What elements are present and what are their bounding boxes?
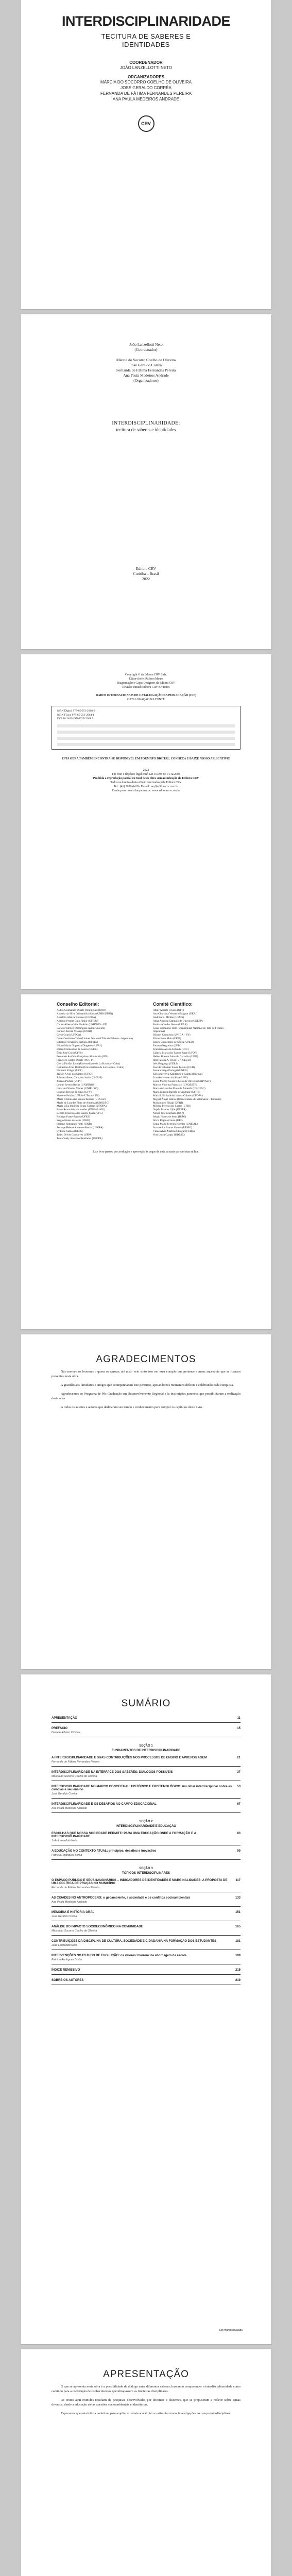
organizer-name: ANA PAULA MEDEIROS ANDRADE xyxy=(112,97,180,101)
council-member: Gloria Fariñas León (Universidade de La Havana – Cuba) xyxy=(57,1062,120,1065)
toc-entry-title: SOBRE OS AUTORES xyxy=(51,1979,84,1982)
council-member: Lourdes Helena da Silva (UFV) xyxy=(153,1076,188,1080)
isbn-print: ISBN Físico 978-65-251-2964-1 xyxy=(57,713,94,717)
review-line: Revisão textual: Editora CRV e Autores xyxy=(122,686,170,689)
review-note: Este livro passou por avaliação e aprovação às cegas de dois ou mais pareceristas ad hoc. xyxy=(93,1150,199,1154)
council-member: Fauston Negreiros (UFPI) xyxy=(153,1044,182,1048)
council-member: Mônica Pereira dos Santos (UFRJ) xyxy=(153,1105,191,1108)
council-member: Ilma Passos A. Veiga (UNICEUB) xyxy=(153,1058,191,1062)
cip-subtitle: CATALOGAÇÃO NA FONTE xyxy=(127,698,165,701)
council-member: Jailson Alves dos Santos (UFRJ) xyxy=(57,1073,93,1076)
toc-entry[interactable] xyxy=(51,1771,241,1774)
organizer-name: Fernanda de Fátima Fernandes Pereira xyxy=(116,368,176,372)
council-member: Tadeu Oliver Gonçalves (UFPA) xyxy=(57,1133,93,1137)
toc-divider xyxy=(51,1974,241,1975)
council-member: Sérgio Nunes de Jesus (IFRO) xyxy=(57,1119,90,1123)
council-member: Jussara Fraga Portugal (UNEB) xyxy=(153,1069,188,1073)
acknowledgements-page xyxy=(21,1334,271,1669)
toc-title: SUMÁRIO xyxy=(121,1698,171,1709)
toc-entry[interactable] xyxy=(51,1850,241,1853)
council-member: Andréia da Silva Quintanilha Sousa (UNIR/UFRN) xyxy=(57,1012,113,1015)
acknowledgements-title: AGRADECIMENTOS xyxy=(96,1354,196,1365)
council-member: Diosnel Centurion (UNIDA – PY) xyxy=(153,1033,191,1037)
editorial-council-title: Conselho Editorial: xyxy=(57,1002,99,1007)
council-member: Francisco Ari de Andrade (UFC) xyxy=(153,1047,189,1051)
council-member: Vânia Alves Martins Chaigar (FURG) xyxy=(153,1129,195,1133)
cip-title: DADOS INTERNACIONAIS DE CATALOGAÇÃO NA PUBLICAÇÃO (CIP) xyxy=(96,694,196,697)
council-member: Vera Lucia Gaspar (UDESC) xyxy=(153,1133,185,1137)
council-member: Silvia Regina Canan (URI) xyxy=(153,1119,183,1123)
council-member: Helmuth Krüger (UCP) xyxy=(57,1069,83,1073)
council-member: José de Ribamar Sousa Pereira (UCB) xyxy=(153,1065,195,1069)
council-member: Celso Conti (UFSCar) xyxy=(57,1033,81,1037)
book-subtitle-line1: TECITURA DE SABERES E xyxy=(101,32,191,40)
council-member: Inês Bragança (UERJ) xyxy=(153,1062,178,1065)
toc-entry[interactable] xyxy=(51,1785,241,1791)
toc-page-number: 219 xyxy=(235,1979,241,1982)
council-member: Maria Cristina dos Santos Bezerra (UFSCar) xyxy=(57,1097,106,1101)
council-member: Míguel Ángel Ramos (Universidade de Salamanca – Espanha) xyxy=(153,1097,221,1101)
council-member: Leonel Severo Rocha (UNISINOS) xyxy=(57,1083,96,1087)
council-member: Cesar Gerónimo Tello (Univer. Nacional Três de Febrero - Argentina) xyxy=(57,1037,133,1041)
council-columns xyxy=(21,994,271,1141)
imprint-block xyxy=(21,566,271,582)
council-member: Paulo Romualdo Hernandes (UNIFAL-MG) xyxy=(57,1108,105,1112)
toc-entry-title: INTERVENÇÕES NO ESTUDO DE EVOLUÇÃO: os valores 'marrom' na abordagem da escola xyxy=(51,1954,187,1957)
toc-entry-title: PREFÁCIO xyxy=(51,1727,68,1730)
presentation-title: APRESENTAÇÃO xyxy=(103,2369,189,2380)
scientific-committee-title: Comitê Científico: xyxy=(153,1002,193,1007)
organizer-name: Ana Paula Medeiros Andrade xyxy=(123,373,169,378)
toc-entry-author: João Lanzellotti Neto xyxy=(51,1839,77,1842)
toc-entry[interactable] xyxy=(51,1727,241,1730)
organizer-name: José Geraldo Corrêa xyxy=(130,363,162,367)
publisher-city: Curitiba – Brasil xyxy=(133,571,159,576)
toc-page-number: 21 xyxy=(237,1756,241,1759)
ack-paragraph: A todos os autores e autoras que dedicaram seu tempo e conhecimento para compor os capítulos deste livro. xyxy=(61,1405,203,1409)
presentation-paragraph: Esperamos que esta leitura contribua para ampliar o debate acadêmico e estimular novas investigações no campo interdisciplinar. xyxy=(61,2412,231,2415)
diagram-line: Diagramação e Capa: Designers da Editora CRV xyxy=(117,682,175,685)
editor-line: Editor-chefe: Railson Moura xyxy=(129,677,163,681)
toc-entry-author: Fernanda de Fátima Fernandes Pereira xyxy=(51,1760,100,1764)
toc-page-number: 117 xyxy=(235,1879,241,1882)
council-member: Francisco Carlos Duarte (PUC-PR) xyxy=(57,1058,95,1062)
toc-entry-title: A EDUCAÇÃO NO CONTEXTO ATUAL: princípios, desafios e inovações xyxy=(51,1850,157,1853)
legal-deposit: Foi feito o depósito legal conf. Lei 10.994 de 14/12/2004 xyxy=(112,772,180,776)
council-member: Elizeu Clementino de Souza (UNEB) xyxy=(153,1041,194,1044)
toc-page-number: 11 xyxy=(237,1717,241,1720)
toc-entry[interactable] xyxy=(51,1879,241,1885)
toc-entry[interactable] xyxy=(51,1925,241,1928)
council-member: Kilwangy Kya Kapitango-a-Samba (Unemat) xyxy=(153,1073,203,1076)
reproduction-notice: Proibida a reprodução parcial ou total desta obra sem autorização da Editora CRV xyxy=(93,776,199,780)
toc-page-number: 215 xyxy=(235,1969,241,1972)
council-member: Barbara Coelho Neves (UFBA) xyxy=(153,1023,187,1026)
toc-section-title: TÓPICOS INTERDISCIPLINARES xyxy=(122,1872,170,1875)
catalog-card xyxy=(51,706,241,750)
toc-divider xyxy=(51,1935,241,1936)
toc-divider xyxy=(51,1798,241,1799)
council-member: Maria de Lourdes Pinto de Almeida (UNOESC) xyxy=(153,1087,205,1090)
council-member: Lourdes Helena da Silva (UFV) xyxy=(57,1090,92,1094)
toc-entry-title: ESCOLHAS QUE NOSSA SOCIEDADE PERMITE: PARA UMA EDUCAÇÃO ONDE A FORMAÇÃO E A INTERDISCIPLINARIDADE xyxy=(51,1832,196,1838)
organizer-name: Márcia do Socorro Coelho de Oliveira xyxy=(116,358,176,362)
presentation-page xyxy=(21,2349,271,2576)
council-member: Maria Eurácia Barreto de Andrade (UFRB) xyxy=(153,1090,200,1094)
toc-divider xyxy=(51,1766,241,1767)
council-member: Helder Buenos Aires de Carvalho (UFPI) xyxy=(153,1055,198,1058)
council-member: Sérgio Nunes de Jesus (IFRO) xyxy=(153,1115,186,1119)
council-member: Lídia de Oliveira Xavier (UNIEURO) xyxy=(57,1087,98,1090)
council-member: Tania Suely Azevedo Brasileiro (UFOPA) xyxy=(57,1137,102,1140)
toc-page-number: 199 xyxy=(235,1954,241,1957)
catalog-page xyxy=(21,654,271,989)
cover-page xyxy=(21,0,271,309)
toc-entry-title: O ESPAÇO PÚBLICO E SEUS IMAGINÁRIOS – INDICADORES DE IDENTIDADES E MARGINALIDADES: A PROPOSTA DE UMA POLÍTICA DE PRAÇAS NO MUNICÍPIO xyxy=(51,1879,228,1885)
toc-page-number: 53 xyxy=(237,1785,241,1788)
doi: DOI 10.24824/978652512968.9 xyxy=(57,717,94,720)
toc-entry-author: Patrícia Rodrigues Borba xyxy=(51,1854,82,1857)
toc-entry-title: INTERDISCIPLINARIDADE NA INTERFACE DOS SABERES: DIÁLOGOS POSSÍVEIS xyxy=(51,1771,173,1774)
publisher-name: Editora CRV xyxy=(136,566,156,571)
toc-section-label: SEÇÃO 2 xyxy=(139,1820,153,1823)
toc-entry-author: João Lanzellotti Neto xyxy=(51,1944,77,1947)
council-member: Lucia Marisy Souza Ribeiro de Oliveira (UNIVASF) xyxy=(153,1080,211,1083)
coordinator-name: João Lanzellotti Neto xyxy=(129,342,163,347)
coordinator-role: (Coordenador) xyxy=(134,347,158,352)
toc-page-number: 133 xyxy=(235,1896,241,1900)
council-member: Gláucia Maria dos Santos Jorge (UFOP) xyxy=(153,1051,197,1055)
council-member: Marcelo Paixão (UFRJ e UTexas - US) xyxy=(57,1094,99,1097)
book-subtitle-line2: IDENTIDADES xyxy=(122,41,170,48)
council-member: Carmen Tereza Velanga (UNIR) xyxy=(57,1030,92,1033)
toc-divider xyxy=(51,1906,241,1907)
toc-entry[interactable] xyxy=(51,1940,241,1943)
council-member: Elizeu Clementino de Souza (UNEB) xyxy=(57,1047,98,1051)
council-member: Guillermo Arias Beatón (Universidade de La Havana – Cuba) xyxy=(57,1065,124,1069)
council-member: Mohammed Elhajji (UFRJ) xyxy=(153,1101,183,1105)
council-member: Carlos Alberto Vilar Estêvão (UMINHO - PT) xyxy=(57,1023,108,1026)
scientific-committee xyxy=(153,1002,235,1141)
council-member: Maria Lília Imbiriba Sousa Colares (UFOPA) xyxy=(153,1094,203,1097)
council-member: Rodrigo Pratte-Santos (UFES) xyxy=(57,1115,90,1119)
council-member: Simone Rodrigues Pinto (UNB) xyxy=(57,1123,92,1126)
title-page xyxy=(21,314,271,649)
toc-page-number: 181 xyxy=(235,1940,241,1943)
toc-section-label: SEÇÃO 1 xyxy=(139,1744,153,1748)
presentation-paragraph: Os textos aqui reunidos resultam de pesquisas desenvolvidas por docentes e discentes, que se propuseram a refletir sobre temas diversos, desde a educação até as questões socioambientais e identitárias. xyxy=(51,2398,241,2406)
isbn-digital: ISBN Digital 978-65-251-2968-9 xyxy=(57,709,95,713)
toc-entry-title: AS CIDADES NO ANTROPOCENO: o geoambiente, a sociedade e os conflitos socioambientais xyxy=(51,1896,191,1900)
presentation-paragraph: O que se apresenta nesta obra é a possibilidade de diálogo entre diferentes saberes, buscando compreender a interdisciplinaridade como caminho para a construção de conhecimentos que ultrapassem as fronteiras disciplinares. xyxy=(51,2385,241,2393)
council-member: Marcos Vinicius Francisco (UNOESTE) xyxy=(153,1083,197,1087)
council-member: Maria de Lourdes Pinto de Almeida (UNOESC) xyxy=(57,1101,109,1105)
council-member: Ana Chrystina Venancio Mignot (UERJ) xyxy=(153,1012,198,1015)
council-member: Eliane Rose Maio (UEM) xyxy=(153,1037,181,1041)
council-member: Solange Helena Ximenes-Rocha (UFOPA) xyxy=(57,1126,104,1129)
toc-entry[interactable] xyxy=(51,1717,241,1720)
council-page xyxy=(21,994,271,1329)
toc-page-number: 165 xyxy=(235,1925,241,1928)
council-member: Eduardo Fernandes Barbosa (UFMG) xyxy=(57,1041,98,1044)
council-member: João Adalberto Campato Junior (UNESP) xyxy=(57,1076,102,1080)
toc-entry-author: Ana Paula Medeiros Andrade xyxy=(51,1901,88,1904)
catalog-year: 2022 xyxy=(143,768,149,772)
council-member: Aldira Guimarães Duarte Domínguez (UNB) xyxy=(57,1009,106,1012)
council-member: Maria Lília Imbiriba Sousa Colares (UFOPA) xyxy=(57,1105,107,1108)
toc-page-number: 99 xyxy=(237,1850,241,1853)
organizer-name: MÁRCIA DO SOCORRO COELHO DE OLIVEIRA xyxy=(100,80,192,84)
coordinator-label: COORDENADOR xyxy=(129,60,163,65)
toc-divider xyxy=(51,1859,241,1860)
toc-entry[interactable] xyxy=(51,1954,241,1957)
toc-entry-title: INTERDISCIPLINARIDADE E OS DESAFIOS AO CAMPO EDUCACIONAL xyxy=(51,1803,157,1806)
toc-section-title: FUNDAMENTOS DE INTERDISCIPLINARIDADE xyxy=(111,1749,181,1752)
council-member: Anna Augusta Sampaio de Oliveira (UNESP) xyxy=(153,1019,203,1023)
toc-entry-title: APRESENTAÇÃO xyxy=(51,1717,77,1720)
coordinator-block xyxy=(21,342,271,352)
council-member: Altair Alberto Fávero (UPF) xyxy=(153,1009,184,1012)
council-member: Antônio Pereira Gaio Júnior (UFRRJ) xyxy=(57,1019,98,1023)
toc-entry-author: Márcia do Socorro Coelho de Oliveira xyxy=(51,1929,97,1933)
toc-entry-author: Ana Paula Medeiros Andrade xyxy=(51,1807,88,1810)
toc-section-title: INTERDISCIPLINARIDADE E EDUCAÇÃO xyxy=(115,1825,176,1828)
toc-entry-title: A INTERDISCIPLINARIDADE E SUAS CONTRIBUIÇÕES NOS PROCESSOS DE ENSINO E APRENDIZAGEM xyxy=(51,1756,207,1759)
toc-page-number: 15 xyxy=(237,1727,241,1730)
book-title: INTERDISCIPLINARIDADE xyxy=(61,13,230,29)
toc-entry-title: MEMÓRIA E HISTÓRIA ORAL xyxy=(51,1911,95,1914)
toc-entry-title: ÍNDICE REMISSIVO xyxy=(51,1969,80,1972)
council-member: Elione Maria Nogueira Diogenes (UFAL) xyxy=(57,1044,102,1048)
toc-entry-author: José Geraldo Corrêa xyxy=(51,1915,77,1918)
council-member: Fernando Antônio Gonçalves Alcoforado (IPB) xyxy=(57,1055,109,1058)
council-member: Renato Francisco dos Santos Paula (UFG) xyxy=(57,1112,103,1115)
ack-paragraph: Agradecemos ao Programa de Pós-Graduação em Desenvolvimento Regional e às instituições parceiras que possibilitaram a realização desta obra. xyxy=(51,1392,241,1400)
council-member: Sydione Santos (UEPG) xyxy=(57,1129,83,1133)
editorial-council xyxy=(57,1002,139,1141)
toc-entry-title: ANÁLISE DO IMPACTO SOCIOECONÔMICO NA COMUNIDADE xyxy=(51,1925,143,1928)
publisher-logo: CRV xyxy=(138,115,154,132)
organizer-name: FERNANDA DE FÁTIMA FERNANDES PEREIRA xyxy=(100,91,192,96)
contact-line: Tel.: (41) 3039-6418 - E-mail: sac@editoracrv.com.br xyxy=(113,785,179,788)
council-member: Suzana dos Santos Gomes (UFMG) xyxy=(153,1126,192,1129)
toc-entry[interactable] xyxy=(51,1832,241,1838)
council-member: Carlos Federico Dominguez Avila (Unieuro) xyxy=(57,1026,106,1030)
ack-paragraph: A gratidão aos familiares e amigos que acompanharam este percurso, apoiando nos momentos difíceis e celebrando cada conquista. xyxy=(61,1383,234,1387)
website-line: Conheça os nossos lançamentos: www.editoracrv.com.br xyxy=(112,789,180,792)
toc-entry-author: Fernanda de Fátima Fernandes Pereira xyxy=(51,1886,100,1889)
council-member: Nilson José Machado (USP) xyxy=(153,1112,184,1115)
council-member: Andréia N. Militão (UEMS) xyxy=(153,1015,184,1019)
title-page-subtitle: tecitura de saberes e identidades xyxy=(116,427,176,432)
council-member: Najela Tavares Ujiie (UTFPR) xyxy=(153,1108,186,1112)
toc-entry[interactable] xyxy=(51,1911,241,1914)
coordinator-name: JOÃO LANZELLOTTI NETO xyxy=(119,65,173,70)
toc-entry[interactable] xyxy=(51,1803,241,1806)
title-page-title: INTERDISCIPLINARIDADE: xyxy=(112,420,180,426)
toc-page-number: 83 xyxy=(237,1832,241,1835)
toc-footer: SM impressão/ajuda xyxy=(219,2329,243,2332)
toc-entry-author: Daniele Ribeiro Cristina xyxy=(51,1731,80,1734)
copyright-line: Copyright © da Editora CRV Ltda. xyxy=(125,673,167,676)
organizers-role: (Organizadores) xyxy=(133,378,159,383)
publication-year: 2022 xyxy=(142,577,150,581)
toc-section-label: SEÇÃO 3 xyxy=(139,1867,153,1870)
toc-entry-author: Patrícia Rodrigues Borba xyxy=(51,1958,82,1961)
toc-divider xyxy=(51,1722,241,1723)
toc-entry[interactable] xyxy=(51,1969,241,1972)
toc-page-number: 67 xyxy=(237,1803,241,1806)
toc-entry-title: INTERDISCIPLINARIDADE NO MARCO CONCEITUAL: HISTÓRICO E EPISTEMOLÓGICO: um olhar interdisciplinar sobre as ciências e seu ensino xyxy=(51,1785,232,1791)
organizers-label: ORGANIZADORES xyxy=(127,75,165,79)
council-member: Sonia Maria Ferreira Koehler (UNISAL) xyxy=(153,1123,198,1126)
table-of-contents-page xyxy=(21,1674,271,2344)
toc-entry-author: José Geraldo Corrêa xyxy=(51,1792,77,1795)
ack-paragraph: Não mereço os louvores a quem os aprova; até nisto veio sinto isso em meu coração que pertence a meus ancestrais que se fizeram presentes nesta obra. xyxy=(51,1370,241,1378)
toc-divider xyxy=(51,1812,241,1813)
council-member: Cesar Gerónimo Tello (Universidad Nacional de Três de Febrero – Argentina) xyxy=(153,1026,226,1033)
council-member: Josania Portela (UFPI) xyxy=(57,1080,82,1083)
toc-page-number: 37 xyxy=(237,1771,241,1774)
digital-notice: ESTA OBRA TAMBÉM ENCONTRA-SE DISPONÍVEL EM FORMATO DIGITAL. CONHEÇA E BAIXE NOSSO APLICATIVO! xyxy=(62,757,230,760)
rights-reserved: Todos os direitos desta edição reservados pela Editora CRV xyxy=(110,781,182,784)
organizer-name: JOSÉ GERALDO CORRÊA xyxy=(121,86,171,90)
toc-entry-title: CONTRIBUIÇÕES DA DISCIPLINA DE CULTURA, SOCIEDADE E CIDADANIA NA FORMAÇÃO DOS ESTUDANTES xyxy=(51,1940,217,1943)
toc-page-number: 151 xyxy=(235,1911,241,1914)
organizers-block xyxy=(21,358,271,383)
toc-entry[interactable] xyxy=(51,1756,241,1759)
council-member: Élsio José Corá (UFFS) xyxy=(57,1051,83,1055)
toc-entry[interactable] xyxy=(51,1896,241,1900)
toc-entry-author: Márcia do Socorro Coelho de Oliveira xyxy=(51,1775,97,1778)
council-member: Anselmo Alencar Colares (UFOPA) xyxy=(57,1015,96,1019)
toc-list xyxy=(51,1717,241,1985)
toc-entry[interactable] xyxy=(51,1979,241,1982)
